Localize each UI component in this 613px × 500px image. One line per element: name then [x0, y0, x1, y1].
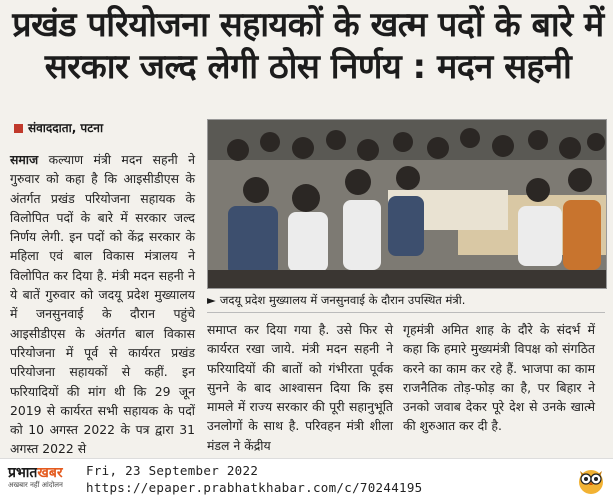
- prabhat-khabar-logo[interactable]: [8, 465, 80, 491]
- headline: प्रखंड परियोजना सहायकों के खत्म पदों के बारे में सरकार जल्द लेगी ठोस निर्णय : मदन सहनी: [12, 5, 604, 87]
- caption-pointer-icon: ►: [207, 293, 216, 307]
- crowd-photo-illustration: [208, 120, 606, 288]
- edition-url[interactable]: https://epaper.prabhatkhabar.com/c/70244195: [86, 480, 423, 495]
- logo-wordmark: [8, 465, 80, 481]
- news-photo: [207, 119, 607, 289]
- owl-mascot-icon: [576, 465, 606, 495]
- byline-text: संवाददाता, पटना: [28, 121, 104, 135]
- logo-word-1: प्रभात: [8, 465, 38, 481]
- edition-date: Fri, 23 September 2022: [86, 463, 259, 478]
- byline-mark-icon: [14, 124, 23, 133]
- article-column-1: [10, 150, 195, 459]
- article-column-3: गृहमंत्री अमित शाह के दौरे के संदर्भ में कहा कि हमारे मुख्यमंत्री विपक्ष को संगठित करने का काम कर रहे हैं. भाजपा का काम राजनैतिक तोड़-फोड़ का है, पर बिहार ने उनको जवाब देकर पूरे देश से उनके खात्मे की शुरुआत कर दी है.: [403, 322, 595, 434]
- caption-text: जदयू प्रदेश मुख्यालय में जनसुनवाई के दौरान उपस्थित मंत्री.: [219, 293, 466, 307]
- logo-word-2: खबर: [37, 465, 63, 481]
- footer-bar: [0, 458, 613, 500]
- logo-tagline: अखबार नहीं आंदोलन: [8, 481, 63, 489]
- lead-word: समाज: [10, 152, 39, 167]
- edition-stamp: [86, 462, 423, 496]
- column-1-text: कल्याण मंत्री मदन सहनी ने गुरुवार को कहा है कि आइसीडीएस के अंतर्गत प्रखंड परियोजना सहायक के विलोपित पदों के बारे में सरकार जल्द निर्णय लेगी. इन पदों को केंद्र सरकार के महिला एवं बाल विकास मंत्रालय ने विलोपित कर दिया है. मंत्री मदन सहनी ने ये बातें गुरुवार को जदयू प्रदेश मुख्यालय में जनसुनवाई के दौरान पहुंचे आइसीडीएस के अंतर्गत बाल विकास परियोजना में पूर्व से कार्यरत प्रखंड परियोजना सहायकों से कहीं. इन फरियादियों की मांग थी कि 29 जून 2019 से कार्यरत सभी सहायक के पदों को 10 अगस्त 2022 के पत्र द्वारा 31 अगस्त 2022 से: [10, 152, 195, 457]
- byline: [14, 120, 204, 136]
- photo-caption: [207, 288, 605, 313]
- article-column-2: समाप्त कर दिया गया है. उसे फिर से कार्यरत रखा जाये. मंत्री मदन सहनी ने फरियादियों की बातों को गंभीरता पूर्वक सुनने के बाद आश्वासन दिया कि इस मामले में राज्य सरकार की पूरी सहानुभूति उनलोगों के साथ है. परिवहन मंत्री शीला मंडल ने केंद्रीय: [207, 322, 393, 453]
